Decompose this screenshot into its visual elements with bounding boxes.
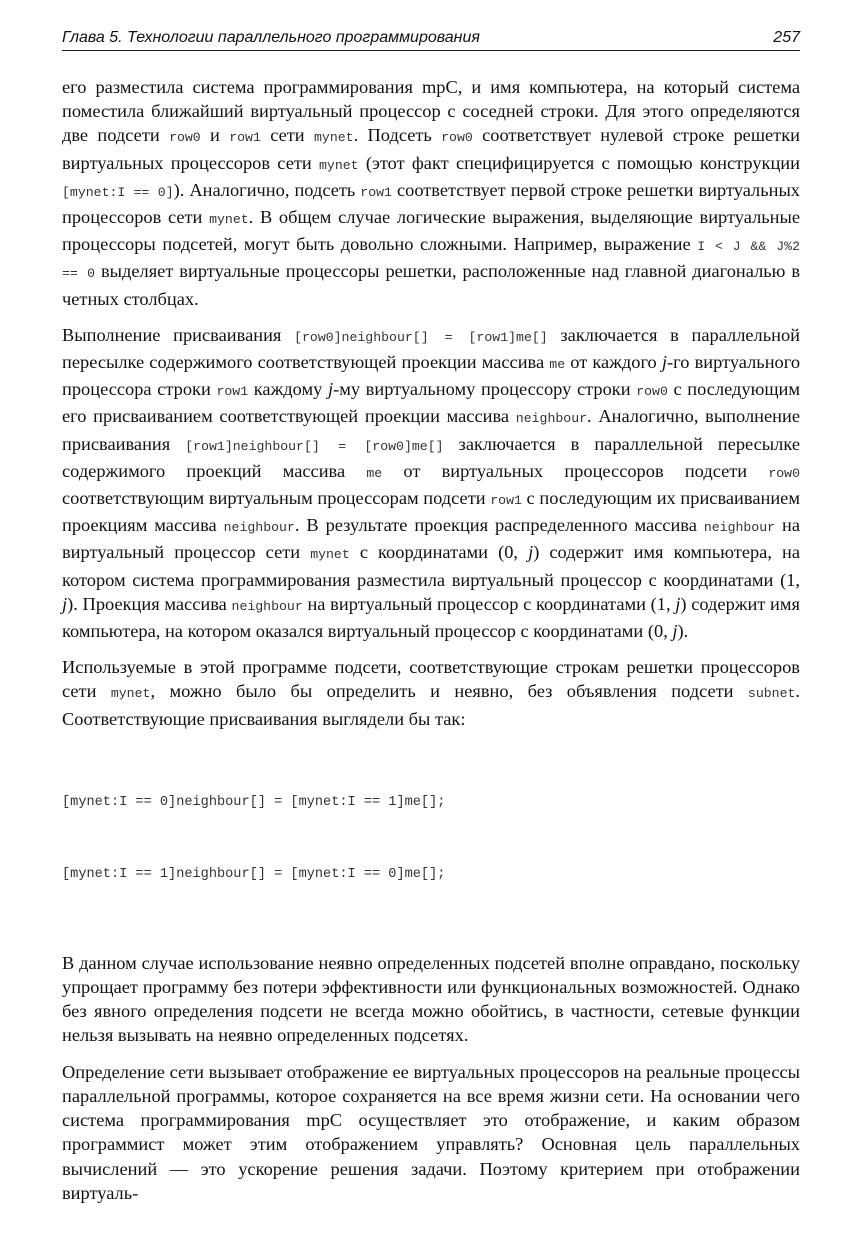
inline-code: row0 bbox=[636, 384, 668, 400]
italic-variable: j bbox=[675, 593, 681, 614]
paragraphs-before-code bbox=[62, 75, 800, 731]
text-run: на виртуальный процессор сети bbox=[62, 515, 800, 563]
text-run: ). Аналогично, подсеть bbox=[173, 179, 361, 200]
text-run: ). bbox=[677, 621, 689, 642]
text-run: соответствует первой строке решетки виртуальных процессоров сети bbox=[62, 179, 800, 228]
text-run: его разместила система программирования mpC, и имя компьютера, на который система поместила ближайший виртуальный процессор с соседней строки. Для этого определяются две подсети bbox=[62, 77, 800, 146]
inline-code: neighbour bbox=[231, 598, 303, 614]
inline-code: me bbox=[549, 357, 566, 373]
inline-code: [mynet:I == 0] bbox=[62, 184, 174, 200]
text-run: ) содержит имя компьютера, на котором система программирования разместила виртуальный процессор с координатами (1, bbox=[62, 542, 801, 590]
text-run: каждому bbox=[248, 379, 328, 400]
inline-code: mynet bbox=[314, 130, 354, 146]
inline-code: neighbour bbox=[515, 411, 588, 427]
inline-code: row1 bbox=[229, 130, 261, 146]
text-run: от виртуальных процессоров подсети bbox=[382, 460, 769, 481]
inline-code: [row0]neighbour[] = [row1]me[] bbox=[294, 329, 548, 345]
text-run: , можно было бы определить и неявно, без объявления подсети bbox=[150, 681, 748, 702]
text-run: ). Проекция массива bbox=[67, 593, 232, 614]
running-header bbox=[62, 28, 800, 51]
text-run: выделяет виртуальные процессоры решетки, расположенные над главной диагональю в четных столбцах. bbox=[62, 261, 801, 309]
text-run: . В результате проекция распределенного массива bbox=[294, 515, 704, 536]
paragraph bbox=[62, 323, 800, 643]
text-run: Определение сети вызывает отображение ее виртуальных процессоров на реальные процессы параллельной программы, которое сохраняется на все время жизни сети. На основании чего система программирования mpC осуществляет это отображение, и каким образом программист может этим отображением управлять? Основная цель параллельных вычислений — это ускорение решения задачи. Поэтому критерием при отображении виртуаль- bbox=[62, 1061, 800, 1203]
text-run: заключается в параллельной пересылке содержимого соответствующей проекции массива bbox=[62, 324, 801, 373]
inline-code: row1 bbox=[360, 184, 392, 200]
text-run: соответствует нулевой строке решетки виртуальных процессоров сети bbox=[62, 125, 800, 173]
inline-code: neighbour bbox=[223, 520, 295, 536]
inline-code: mynet bbox=[209, 212, 249, 228]
inline-code: mynet bbox=[319, 157, 359, 173]
inline-code: row0 bbox=[169, 130, 201, 146]
text-run: ) содержит имя компьютера, на котором оказался виртуальный процессор с координатами (0, bbox=[62, 593, 800, 642]
inline-code: subnet bbox=[747, 686, 796, 702]
text-run: . Подсеть bbox=[353, 125, 442, 146]
code-line: [mynet:I == 1]neighbour[] = [mynet:I == 0]me[]; bbox=[62, 866, 446, 882]
text-run: от каждого bbox=[565, 352, 662, 373]
text-run: . В общем случае логические выражения, выделяющие виртуальные процессоры подсетей, могут быть довольно сложными. Например, выражение bbox=[62, 207, 800, 255]
text-run: (этот факт специфицируется с помощью конструкции bbox=[358, 152, 800, 173]
code-line: [mynet:I == 0]neighbour[] = [mynet:I == 1]me[]; bbox=[62, 794, 446, 810]
text-run: на виртуальный процессор с координатами (1, bbox=[302, 593, 676, 614]
paragraph bbox=[62, 75, 800, 311]
text-run: -го виртуального процессора строки bbox=[62, 352, 801, 400]
text-run: с последующим их присваиванием проекциям массива bbox=[62, 488, 800, 536]
text-run: соответствующим виртуальным процессорам подсети bbox=[62, 488, 491, 509]
paragraph bbox=[62, 1060, 800, 1205]
italic-variable: j bbox=[62, 593, 68, 614]
inline-code: [row1]neighbour[] = [row0]me[] bbox=[185, 438, 444, 454]
inline-code: mynet bbox=[310, 547, 350, 563]
text-run: . Аналогично, выполнение присваивания bbox=[62, 406, 800, 454]
code-listing bbox=[62, 743, 800, 935]
inline-code: I < J && J%2 == 0 bbox=[62, 239, 800, 282]
inline-code: mynet bbox=[110, 686, 151, 702]
italic-variable: j bbox=[672, 621, 678, 642]
text-run: заключается в параллельной пересылке содержимого проекций массива bbox=[62, 433, 800, 481]
text-run: сети bbox=[260, 125, 314, 146]
page-number: 257 bbox=[773, 29, 800, 46]
inline-code: row0 bbox=[768, 465, 800, 481]
italic-variable: j bbox=[327, 379, 334, 400]
text-run: и bbox=[200, 125, 230, 146]
book-page bbox=[62, 28, 800, 1217]
inline-code: row0 bbox=[441, 130, 473, 146]
inline-code: row1 bbox=[216, 384, 249, 400]
chapter-title: Глава 5. Технологии параллельного программирования bbox=[62, 29, 480, 46]
paragraphs-after-code bbox=[62, 951, 800, 1205]
italic-variable: j bbox=[528, 542, 534, 563]
text-run: -му виртуальному процессору строки bbox=[333, 379, 637, 400]
italic-variable: j bbox=[661, 352, 668, 373]
text-run: с последующим его присваиванием соответствующей проекции массива bbox=[62, 379, 800, 427]
text-run: Используемые в этой программе подсети, соответствующие строкам решетки процессоров сети bbox=[62, 657, 800, 702]
paragraph bbox=[62, 655, 800, 731]
page-body bbox=[62, 75, 800, 1205]
inline-code: row1 bbox=[490, 493, 522, 509]
inline-code: me bbox=[366, 465, 383, 481]
text-run: В данном случае использование неявно определенных подсетей вполне оправдано, поскольку упрощает программу без потери эффективности или функциональных возможностей. Однако без явного определения подсети не всегда можно обойтись, в частности, сетевые функции нельзя вызывать на неявно определенных подсетях. bbox=[62, 952, 800, 1046]
inline-code: neighbour bbox=[703, 520, 776, 536]
text-run: с координатами (0, bbox=[349, 542, 529, 563]
text-run: Выполнение присваивания bbox=[62, 324, 295, 345]
paragraph bbox=[62, 951, 800, 1048]
text-run: . Соответствующие присваивания выглядели бы так: bbox=[62, 681, 801, 729]
